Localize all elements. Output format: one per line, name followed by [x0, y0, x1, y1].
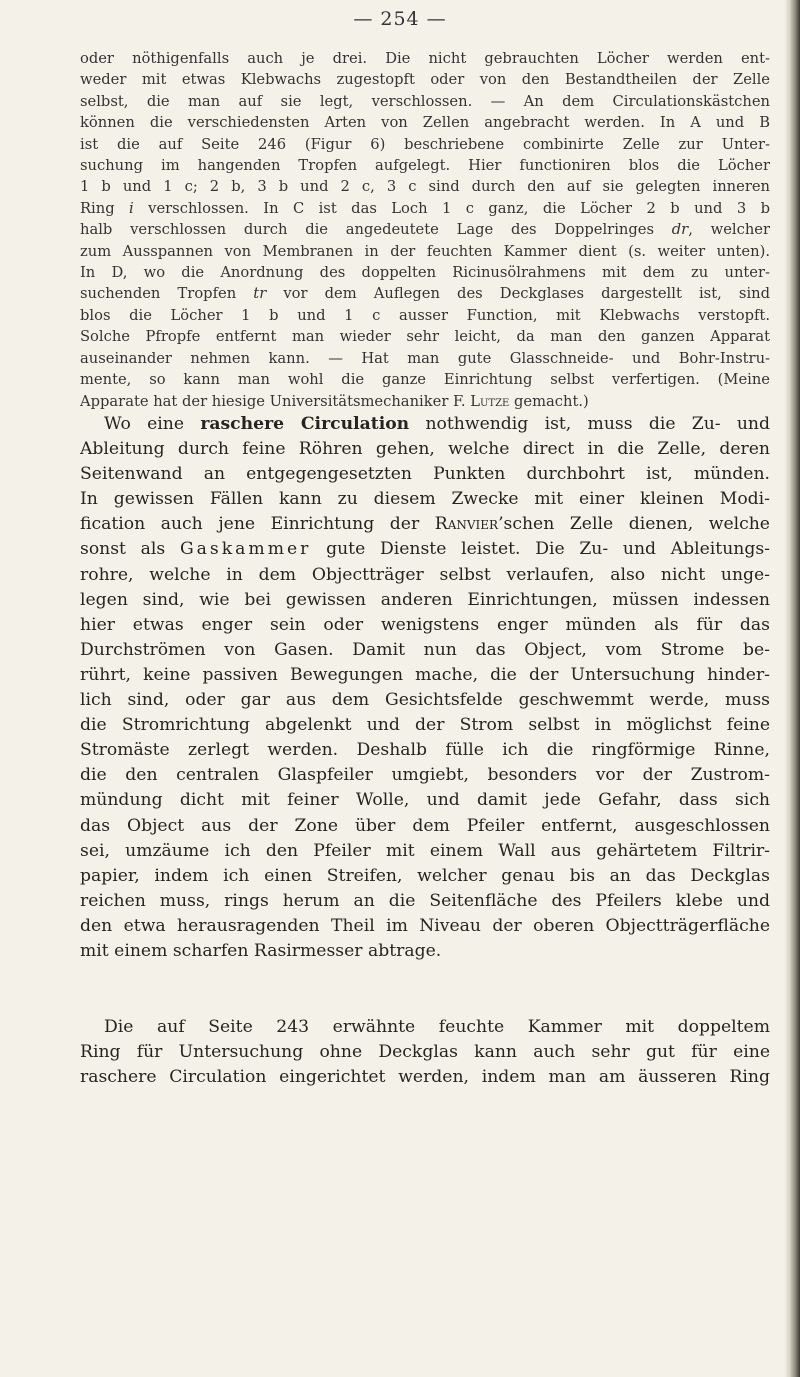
text-segment: vor dem Auflegen des Deckglases dargestellt ist, sind — [266, 285, 770, 303]
text-line: selbst, die man auf sie legt, verschlossen. — An dem Circulationskästchen — [80, 92, 770, 110]
text-line: die Stromrichtung abgelenkt und der Strom selbst in möglichst feine — [80, 715, 770, 736]
text-segment: gute Dienste leistet. Die Zu- und Ableitungs- — [311, 539, 770, 560]
text-line: Seitenwand an entgegengesetzten Punkten durchbohrt ist, münden. — [80, 464, 770, 485]
emphasized-text: tr — [253, 285, 267, 303]
text-line: die den centralen Glaspfeiler umgiebt, besonders vor der Zustrom- — [80, 765, 770, 786]
text-line — [80, 512, 770, 537]
text-line: ist die auf Seite 246 (Figur 6) beschriebene combinirte Zelle zur Unter- — [80, 135, 770, 153]
text-line: mente, so kann man wohl die ganze Einrichtung selbst verfertigen. (Meine — [80, 371, 770, 389]
text-line: legen sind, wie bei gewissen anderen Einrichtungen, müssen indessen — [80, 589, 770, 610]
text-line: 1 b und 1 c; 2 b, 3 b und 2 c, 3 c sind durch den auf sie gelegten inneren — [80, 178, 770, 196]
text-segment: fication auch jene Einrichtung der — [80, 514, 435, 535]
paragraph-feuchte-kammer — [80, 1015, 770, 1090]
text-segment: ’schen Zelle dienen, welche — [498, 514, 770, 535]
text-segment: gemacht.) — [509, 392, 589, 410]
text-line — [80, 391, 770, 412]
text-line — [80, 283, 770, 304]
text-line — [80, 198, 770, 219]
page-edge-shadow — [784, 0, 800, 1377]
text-line: sei, umzäume ich den Pfeiler mit einem Wall aus gehärtetem Filtrir- — [80, 840, 770, 861]
text-segment: Ring — [80, 199, 130, 217]
emphasized-text: i — [129, 199, 134, 217]
text-line: Die auf Seite 243 erwähnte feuchte Kammer mit doppeltem — [104, 1017, 770, 1037]
text-line: Ableitung durch feine Röhren gehen, welche direct in die Zelle, deren — [80, 439, 770, 460]
text-line: mit einem scharfen Rasirmesser abtrage. — [80, 940, 442, 961]
text-segment: verschlossen. In C ist das Loch 1 c ganz, die Löcher 2 b und 3 b — [133, 199, 770, 217]
text-line: können die verschiedensten Arten von Zellen angebracht werden. In A und B — [80, 114, 770, 132]
text-segment: Apparate hat der hiesige Universitätsmechaniker F. — [80, 392, 471, 410]
text-line: In gewissen Fällen kann zu diesem Zwecke mit einer kleinen Modi- — [80, 489, 770, 510]
emphasized-text: dr — [671, 221, 689, 239]
text-line: auseinander nehmen kann. — Hat man gute Glasschneide- und Bohr-Instru- — [80, 349, 770, 367]
text-line — [80, 219, 770, 240]
text-line: raschere Circulation eingerichtet werden, indem man am äusseren Ring — [80, 1067, 770, 1088]
paragraph-small-print — [80, 48, 770, 412]
text-segment: , welcher — [688, 221, 770, 239]
text-line: rührt, keine passiven Bewegungen mache, die der Untersuchung hinder- — [80, 664, 770, 685]
emphasized-text: raschere Circulation — [200, 414, 410, 434]
text-line: Durchströmen von Gasen. Damit nun das Object, vom Strome be- — [80, 639, 770, 660]
text-segment: sonst als — [80, 539, 180, 560]
text-line: das Object aus der Zone über dem Pfeiler entfernt, ausgeschlossen — [80, 815, 770, 836]
emphasized-text: Lutze — [470, 392, 510, 410]
text-line: suchung im hangenden Tropfen aufgelegt. Hier functioniren blos die Löcher — [80, 157, 770, 175]
text-line — [80, 537, 770, 562]
text-segment: nothwendig ist, muss die Zu- und — [409, 414, 770, 434]
text-segment: suchenden Tropfen — [80, 285, 254, 303]
text-line — [80, 412, 770, 437]
text-segment: Wo eine — [104, 414, 201, 434]
text-line: den etwa herausragenden Theil im Niveau der oberen Objectträgerfläche — [80, 915, 770, 936]
page-number: — 254 — — [353, 8, 447, 30]
text-line: blos die Löcher 1 b und 1 c ausser Function, mit Klebwachs verstopft. — [80, 306, 770, 324]
text-line: hier etwas enger sein oder wenigstens enger münden als für das — [80, 614, 770, 635]
text-line: mündung dicht mit feiner Wolle, und damit jede Gefahr, dass sich — [80, 790, 770, 811]
text-line: Ring für Untersuchung ohne Deckglas kann auch sehr gut für eine — [80, 1042, 770, 1063]
text-line: oder nöthigenfalls auch je drei. Die nicht gebrauchten Löcher werden ent- — [80, 50, 770, 67]
text-line: papier, indem ich einen Streifen, welcher genau bis an das Deckglas — [80, 865, 770, 886]
text-line: Solche Pfropfe entfernt man wieder sehr leicht, da man den ganzen Apparat — [80, 328, 770, 346]
paragraph-raschere-circulation — [80, 412, 770, 964]
emphasized-text: Gaskammer — [179, 539, 312, 560]
emphasized-text: Ranvier — [434, 514, 499, 535]
text-line: rohre, welche in dem Objectträger selbst verlaufen, also nicht unge- — [80, 564, 770, 585]
text-line: Stromäste zerlegt werden. Deshalb fülle ich die ringförmige Rinne, — [80, 740, 770, 761]
text-line: lich sind, oder gar aus dem Gesichtsfelde geschwemmt werde, muss — [80, 690, 770, 711]
text-segment: halb verschlossen durch die angedeutete Lage des Doppelringes — [80, 221, 672, 239]
text-line: weder mit etwas Klebwachs zugestopft oder von den Bestandtheilen der Zelle — [80, 71, 770, 89]
text-line: In D, wo die Anordnung des doppelten Ricinusölrahmens mit dem zu unter- — [80, 264, 770, 282]
text-line: reichen muss, rings herum an die Seitenfläche des Pfeilers klebe und — [80, 890, 770, 911]
text-line: zum Ausspannen von Membranen in der feuchten Kammer dient (s. weiter unten). — [80, 242, 770, 260]
